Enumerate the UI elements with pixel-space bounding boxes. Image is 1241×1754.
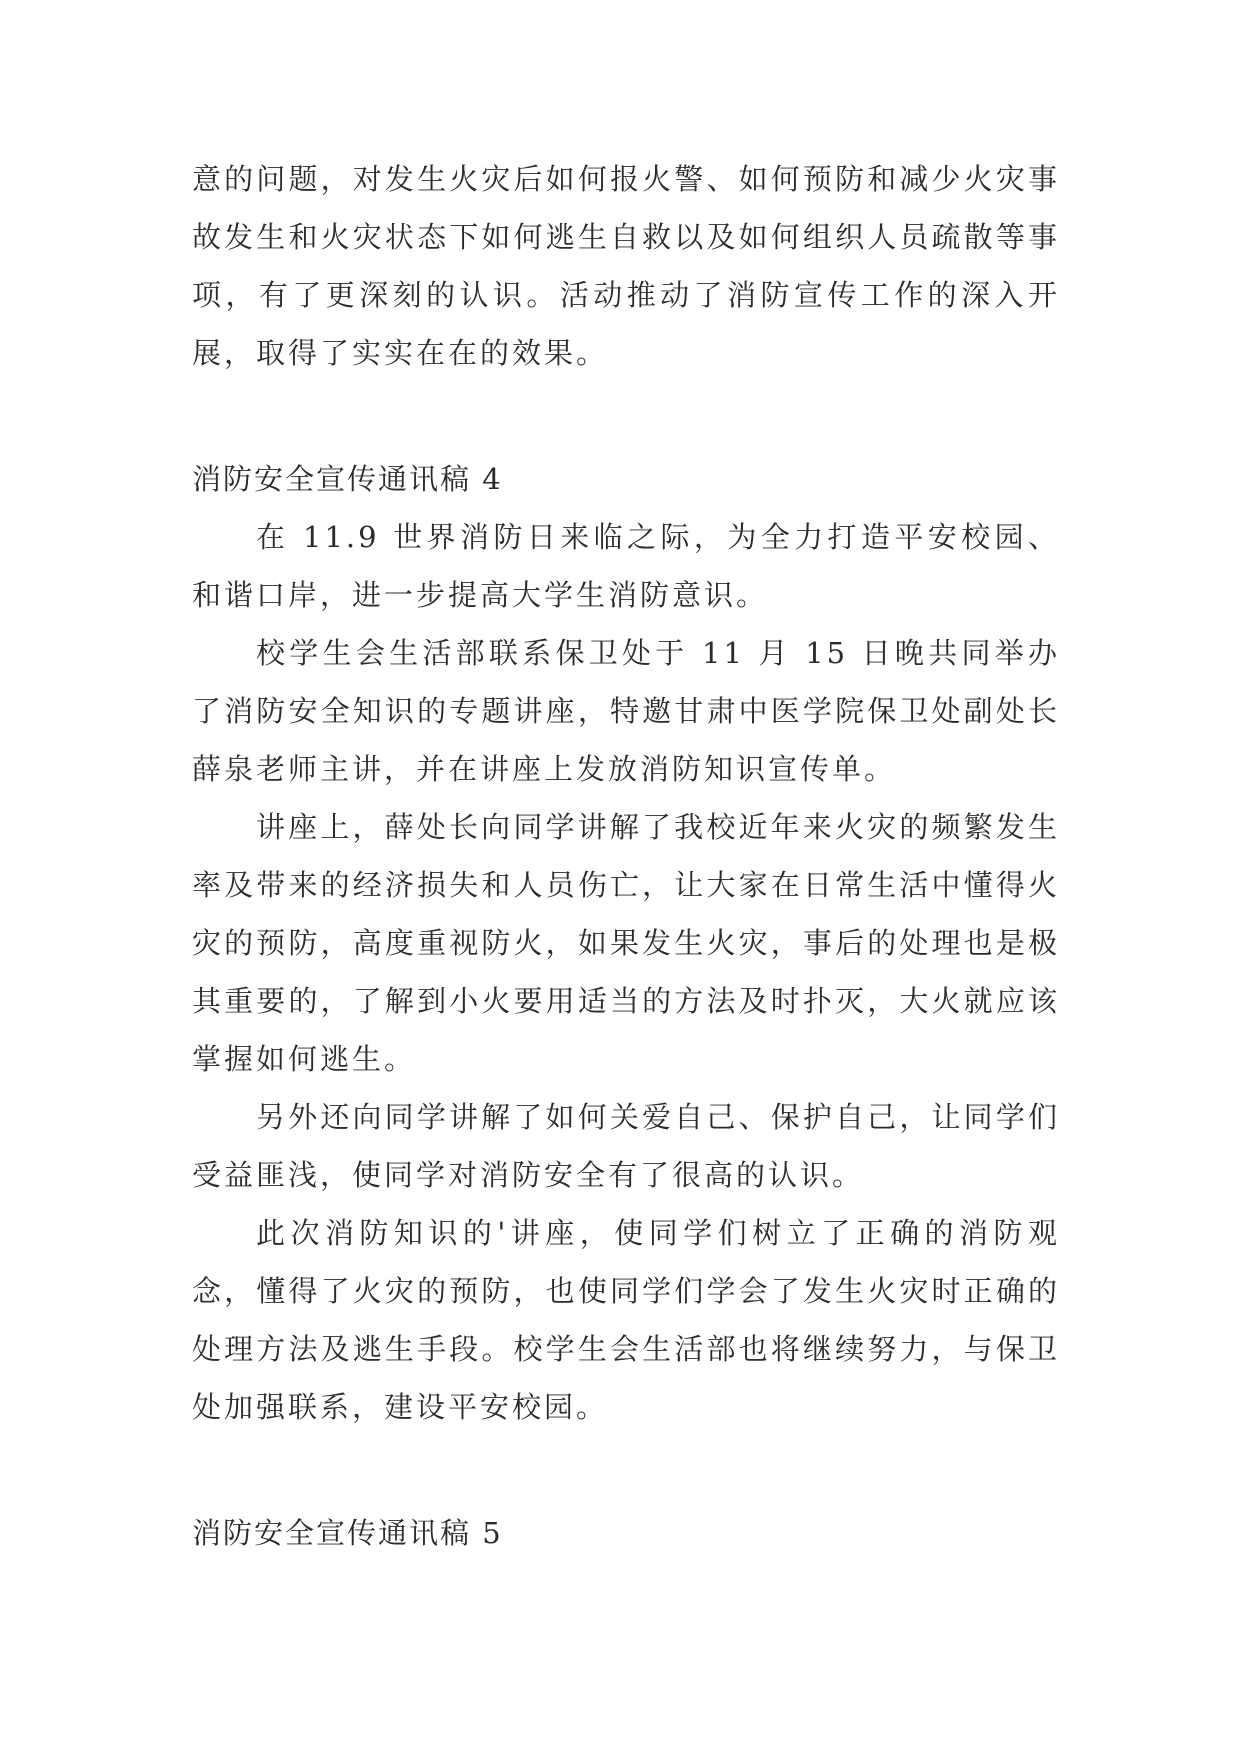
paragraph-self-care: 另外还向同学讲解了如何关爱自己、保护自己，让同学们受益匪浅，使同学对消防安全有了很高的认识。 — [192, 1100, 1060, 1192]
document-body — [192, 150, 1060, 1562]
paragraph-conclusion: 此次消防知识的'讲座，使同学们树立了正确的消防观念，懂得了火灾的预防，也使同学们学会了发生火灾时正确的处理方法及逃生手段。校学生会生活部也将继续努力，与保卫处加强联系，建设平安校园。 — [192, 1216, 1060, 1424]
paragraph-continued: 意的问题，对发生火灾后如何报火警、如何预防和减少火灾事故发生和火灾状态下如何逃生自救以及如何组织人员疏散等事项，有了更深刻的认识。活动推动了消防宣传工作的深入开展，取得了实实在在的效果。 — [192, 162, 1060, 370]
paragraph-event: 校学生会生活部联系保卫处于 11 月 15 日晚共同举办了消防安全知识的专题讲座，特邀甘肃中医学院保卫处副处长薛泉老师主讲，并在讲座上发放消防知识宣传单。 — [192, 636, 1060, 786]
section-heading-5: 消防安全宣传通讯稿 5 — [192, 1516, 503, 1550]
paragraph-lecture: 讲座上，薛处长向同学讲解了我校近年来火灾的频繁发生率及带来的经济损失和人员伤亡，让大家在日常生活中懂得火灾的预防，高度重视防火，如果发生火灾，事后的处理也是极其重要的，了解到小火要用适当的方法及时扑灭，大火就应该掌握如何逃生。 — [192, 810, 1060, 1076]
paragraph-intro: 在 11.9 世界消防日来临之际，为全力打造平安校园、和谐口岸，进一步提高大学生消防意识。 — [192, 520, 1060, 612]
section-heading-4: 消防安全宣传通讯稿 4 — [192, 462, 503, 496]
